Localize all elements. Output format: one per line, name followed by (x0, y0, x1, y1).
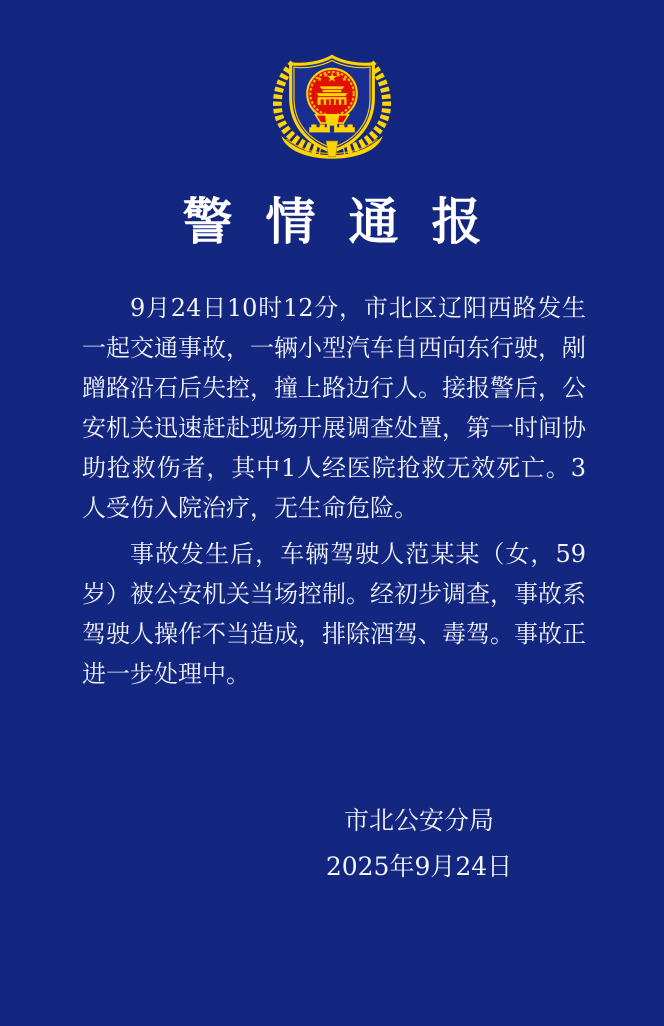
notice-body (82, 288, 586, 694)
police-badge-icon (270, 50, 394, 160)
notice-paragraph-2: 事故发生后，车辆驾驶人范某某（女，59岁）被公安机关当场控制。经初步调查，事故系驾驶人操作不当造成，排除酒驾、毒驾。事故正进一步处理中。 (82, 540, 586, 688)
notice-title: 警情通报 (182, 192, 515, 251)
signature-date: 2025年9月24日 (325, 852, 513, 881)
notice-paragraph-1: 9月24日10时12分，市北区辽阳西路发生一起交通事故，一辆小型汽车自西向东行驶，剐蹭路沿石后失控，撞上路边行人。接报警后，公安机关迅速赶赴现场开展调查处置，第一时间协助抢救伤者，其中1人经医院抢救无效死亡。3人受伤入院治疗，无生命危险。 (82, 294, 586, 522)
signature-block (0, 798, 664, 890)
signature-agency: 市北公安分局 (343, 806, 494, 835)
